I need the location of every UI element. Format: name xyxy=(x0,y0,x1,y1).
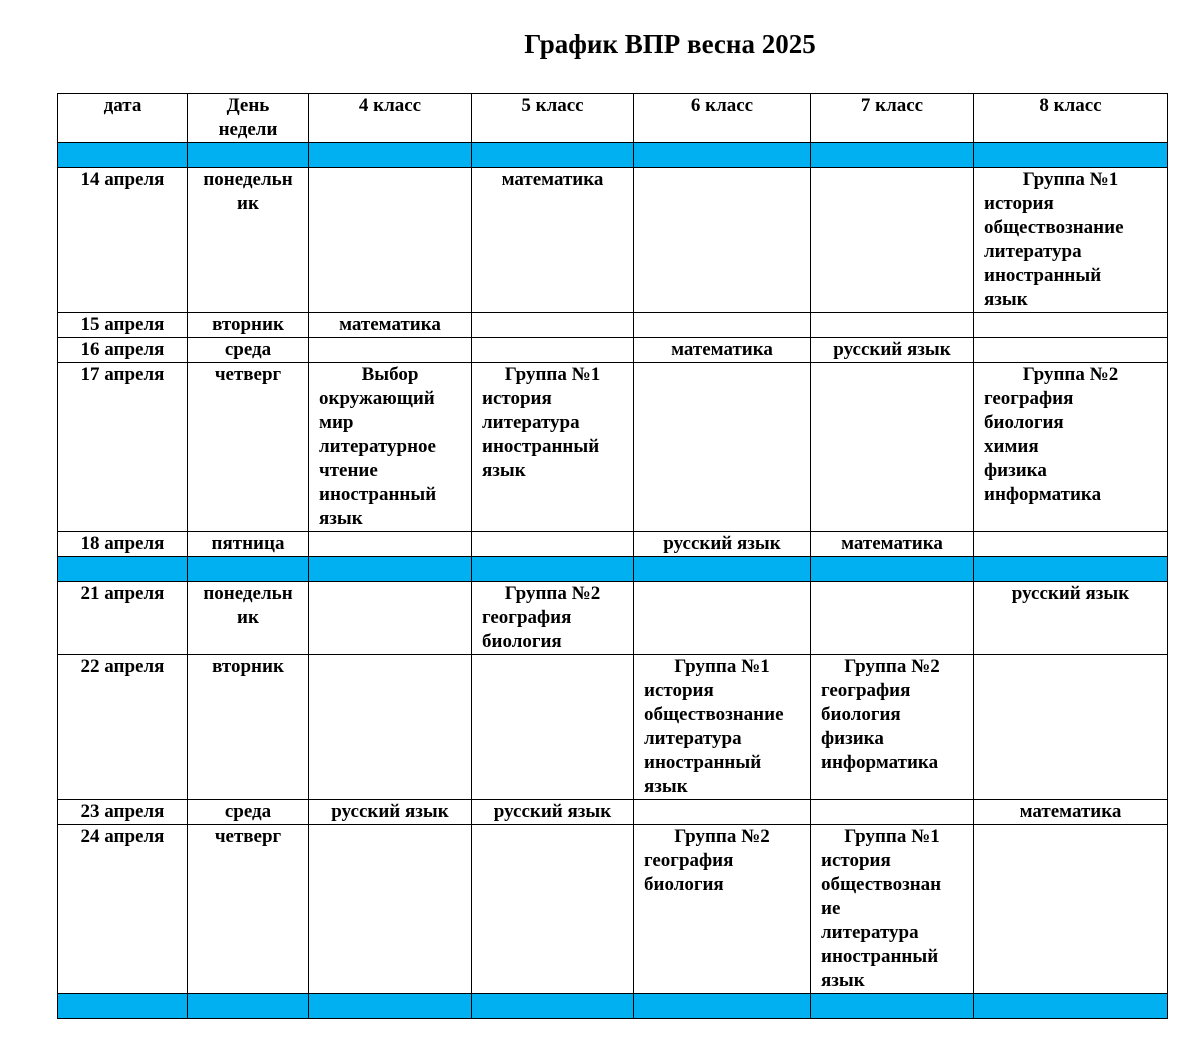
cell-line: иностранный xyxy=(821,946,939,967)
cell-line: русский язык xyxy=(331,801,449,822)
date-cell: 18 апреля xyxy=(58,532,188,557)
date-cell: 16 апреля xyxy=(58,338,188,363)
separator-cell xyxy=(634,994,811,1019)
class-4-cell xyxy=(309,825,472,994)
class-8-cell xyxy=(974,825,1168,994)
class-8-cell xyxy=(974,532,1168,557)
cell-line: биология xyxy=(821,704,901,725)
separator-cell xyxy=(309,557,472,582)
schedule-row xyxy=(58,168,1168,313)
cell-line: обществознание xyxy=(644,704,784,725)
weekday-cell xyxy=(188,338,309,363)
cell-line: география xyxy=(821,680,911,701)
cell-line: обществознание xyxy=(984,217,1124,238)
week-separator-row xyxy=(58,143,1168,168)
cell-line: математика xyxy=(1019,801,1122,822)
header-class-7: 7 класс xyxy=(811,94,974,143)
weekday-cell xyxy=(188,800,309,825)
separator-cell xyxy=(974,557,1168,582)
class-6-cell xyxy=(634,582,811,655)
cell-line: Группа №2 xyxy=(674,826,770,847)
schedule-table xyxy=(57,93,1168,1019)
schedule-row xyxy=(58,313,1168,338)
class-6-cell xyxy=(634,313,811,338)
cell-line: окружающий xyxy=(319,388,435,409)
cell-line: русский язык xyxy=(493,801,612,822)
cell-line: четверг xyxy=(214,826,282,847)
date-cell: 21 апреля xyxy=(58,582,188,655)
class-7-cell xyxy=(811,363,974,532)
cell-line: история xyxy=(821,850,891,871)
class-7-cell xyxy=(811,800,974,825)
schedule-row xyxy=(58,338,1168,363)
class-4-cell xyxy=(309,168,472,313)
cell-line: Выбор xyxy=(361,364,419,385)
cell-line: Группа №1 xyxy=(504,364,601,385)
cell-line: Группа №1 xyxy=(674,656,770,677)
schedule-row xyxy=(58,363,1168,532)
class-8-cell xyxy=(974,168,1168,313)
cell-line: информатика xyxy=(984,484,1102,505)
cell-line: вторник xyxy=(212,656,284,677)
weekday-cell xyxy=(188,313,309,338)
cell-line: среда xyxy=(224,801,272,822)
separator-cell xyxy=(472,143,634,168)
date-cell: 15 апреля xyxy=(58,313,188,338)
class-4-cell xyxy=(309,338,472,363)
separator-cell xyxy=(58,143,188,168)
cell-line: математика xyxy=(501,169,604,190)
class-8-cell xyxy=(974,313,1168,338)
separator-cell xyxy=(188,994,309,1019)
class-4-cell xyxy=(309,582,472,655)
date-cell: 23 апреля xyxy=(58,800,188,825)
cell-line: русский язык xyxy=(833,339,951,360)
header-class-5: 5 класс xyxy=(472,94,634,143)
class-5-cell xyxy=(472,800,634,825)
cell-line: вторник xyxy=(212,314,284,335)
cell-line: литература xyxy=(644,728,742,749)
cell-line: физика xyxy=(821,728,884,749)
class-8-cell xyxy=(974,338,1168,363)
cell-line: чтение xyxy=(319,460,378,481)
class-5-cell xyxy=(472,825,634,994)
separator-cell xyxy=(811,557,974,582)
class-8-cell xyxy=(974,800,1168,825)
separator-cell xyxy=(58,557,188,582)
separator-cell xyxy=(472,557,634,582)
date-cell: 24 апреля xyxy=(58,825,188,994)
cell-line: язык xyxy=(821,970,865,991)
cell-line: физика xyxy=(984,460,1047,481)
cell-line: география xyxy=(482,607,572,628)
schedule-row xyxy=(58,655,1168,800)
cell-line: иностранный xyxy=(644,752,762,773)
class-6-cell xyxy=(634,825,811,994)
separator-cell xyxy=(811,994,974,1019)
weekday-cell xyxy=(188,532,309,557)
class-7-cell xyxy=(811,582,974,655)
cell-line: четверг xyxy=(214,364,282,385)
cell-line: русский язык xyxy=(663,533,781,554)
cell-line: Группа №2 xyxy=(1022,364,1119,385)
class-4-cell xyxy=(309,655,472,800)
cell-line: иностранный xyxy=(482,436,600,457)
class-6-cell xyxy=(634,532,811,557)
header-day-line: День xyxy=(226,95,270,116)
cell-line: Группа №1 xyxy=(1022,169,1119,190)
class-6-cell xyxy=(634,338,811,363)
cell-line: пятница xyxy=(211,533,285,554)
cell-line: ие xyxy=(821,898,841,919)
weekday-cell xyxy=(188,363,309,532)
cell-line: биология xyxy=(644,874,724,895)
schedule-row xyxy=(58,532,1168,557)
separator-cell xyxy=(634,557,811,582)
separator-cell xyxy=(811,143,974,168)
separator-cell xyxy=(974,994,1168,1019)
separator-cell xyxy=(309,143,472,168)
class-7-cell xyxy=(811,655,974,800)
schedule-row xyxy=(58,825,1168,994)
cell-line: Группа №2 xyxy=(844,656,940,677)
class-8-cell xyxy=(974,655,1168,800)
cell-line: география xyxy=(984,388,1074,409)
cell-line: понедельн xyxy=(203,583,293,604)
cell-line: география xyxy=(644,850,734,871)
separator-cell xyxy=(974,143,1168,168)
cell-line: обществознан xyxy=(821,874,942,895)
cell-line: понедельн xyxy=(203,169,293,190)
class-5-cell xyxy=(472,363,634,532)
class-7-cell xyxy=(811,168,974,313)
class-7-cell xyxy=(811,338,974,363)
cell-line: иностранный xyxy=(319,484,437,505)
header-day xyxy=(188,94,309,143)
schedule-row xyxy=(58,582,1168,655)
separator-cell xyxy=(472,994,634,1019)
cell-line: среда xyxy=(224,339,272,360)
date-cell: 14 апреля xyxy=(58,168,188,313)
class-6-cell xyxy=(634,800,811,825)
cell-line: математика xyxy=(841,533,943,554)
cell-line: русский язык xyxy=(1011,583,1130,604)
cell-line: литература xyxy=(821,922,919,943)
cell-line: литература xyxy=(482,412,580,433)
header-class-6: 6 класс xyxy=(634,94,811,143)
class-4-cell xyxy=(309,313,472,338)
header-date: дата xyxy=(58,94,188,143)
cell-line: ик xyxy=(237,607,259,628)
date-cell: 22 апреля xyxy=(58,655,188,800)
cell-line: химия xyxy=(984,436,1039,457)
class-7-cell xyxy=(811,825,974,994)
schedule-body xyxy=(58,143,1168,1019)
class-4-cell xyxy=(309,532,472,557)
class-4-cell xyxy=(309,800,472,825)
class-5-cell xyxy=(472,582,634,655)
week-separator-row xyxy=(58,994,1168,1019)
cell-line: язык xyxy=(482,460,526,481)
cell-line: история xyxy=(482,388,552,409)
cell-line: мир xyxy=(319,412,354,433)
schedule-row xyxy=(58,800,1168,825)
separator-cell xyxy=(309,994,472,1019)
class-5-cell xyxy=(472,168,634,313)
header-class-8: 8 класс xyxy=(974,94,1168,143)
separator-cell xyxy=(188,557,309,582)
separator-cell xyxy=(58,994,188,1019)
header-row xyxy=(58,94,1168,143)
class-8-cell xyxy=(974,582,1168,655)
weekday-cell xyxy=(188,825,309,994)
cell-line: язык xyxy=(319,508,363,529)
cell-line: Группа №2 xyxy=(504,583,601,604)
class-6-cell xyxy=(634,655,811,800)
weekday-cell xyxy=(188,168,309,313)
header-day-line: недели xyxy=(218,119,278,140)
cell-line: литературное xyxy=(319,436,436,457)
cell-line: иностранный xyxy=(984,265,1102,286)
cell-line: ик xyxy=(237,193,259,214)
cell-line: математика xyxy=(339,314,441,335)
class-5-cell xyxy=(472,532,634,557)
separator-cell xyxy=(634,143,811,168)
class-5-cell xyxy=(472,338,634,363)
cell-line: биология xyxy=(482,631,562,652)
separator-cell xyxy=(188,143,309,168)
cell-line: история xyxy=(644,680,714,701)
class-7-cell xyxy=(811,532,974,557)
header-class-4: 4 класс xyxy=(309,94,472,143)
page-title: График ВПР весна 2025 xyxy=(524,29,816,59)
cell-line: язык xyxy=(644,776,688,797)
cell-line: биология xyxy=(984,412,1064,433)
class-8-cell xyxy=(974,363,1168,532)
cell-line: информатика xyxy=(821,752,939,773)
class-6-cell xyxy=(634,363,811,532)
weekday-cell xyxy=(188,655,309,800)
class-5-cell xyxy=(472,313,634,338)
class-4-cell xyxy=(309,363,472,532)
class-7-cell xyxy=(811,313,974,338)
cell-line: язык xyxy=(984,289,1028,310)
date-cell: 17 апреля xyxy=(58,363,188,532)
class-5-cell xyxy=(472,655,634,800)
cell-line: Группа №1 xyxy=(844,826,940,847)
cell-line: история xyxy=(984,193,1054,214)
weekday-cell xyxy=(188,582,309,655)
class-6-cell xyxy=(634,168,811,313)
cell-line: математика xyxy=(671,339,773,360)
week-separator-row xyxy=(58,557,1168,582)
cell-line: литература xyxy=(984,241,1082,262)
